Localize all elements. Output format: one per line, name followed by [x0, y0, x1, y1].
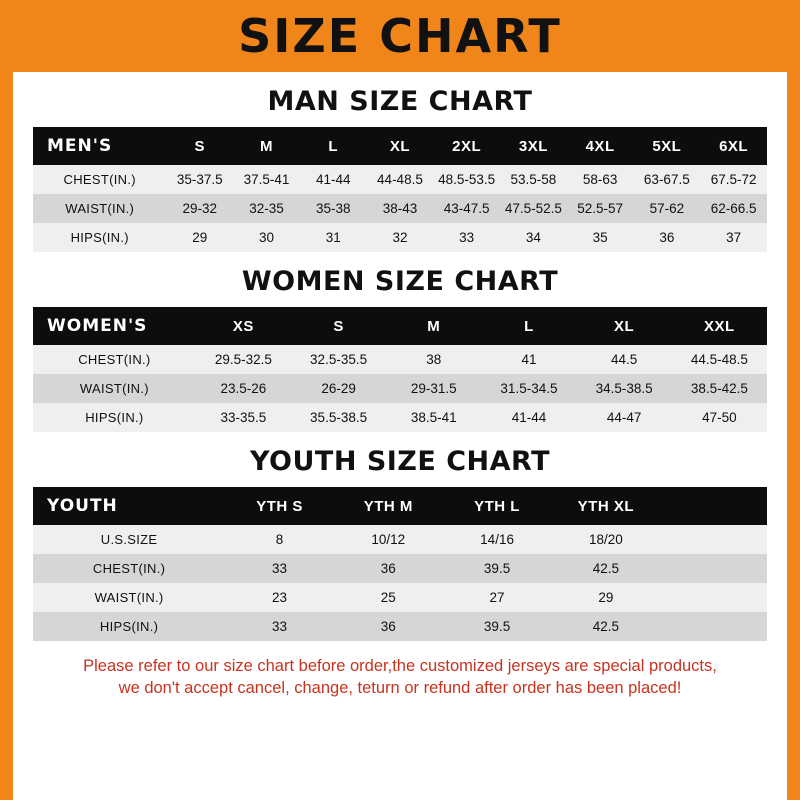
cell-spacer: [660, 583, 767, 612]
table-row: [33, 403, 767, 432]
cell: 37: [726, 230, 742, 245]
table-row: [33, 345, 767, 374]
column-header: WOMEN'S: [47, 316, 148, 336]
man-section-title: MAN SIZE CHART: [267, 86, 533, 117]
column-header: M: [427, 317, 441, 335]
table-row: [33, 612, 767, 641]
cell: 35-37.5: [176, 172, 223, 187]
column-header: XXL: [704, 317, 735, 335]
cell: 23.5-26: [220, 381, 267, 396]
cell: 44-47: [606, 410, 642, 425]
cell: 8: [275, 532, 284, 547]
table-row: [33, 374, 767, 403]
cell: 38.5-41: [410, 410, 457, 425]
column-header: YTH M: [363, 497, 413, 515]
cell: 30: [259, 230, 275, 245]
row-label: WAIST(IN.): [79, 381, 149, 396]
column-header: YTH S: [256, 497, 303, 515]
cell: 38-43: [382, 201, 418, 216]
cell: 57-62: [649, 201, 685, 216]
cell: 39.5: [483, 619, 511, 634]
table-row: [33, 194, 767, 223]
footer-note-line-1: Please refer to our size chart before order,the customized jerseys are special products,: [83, 657, 717, 675]
column-header: M: [260, 137, 274, 155]
content-area: [13, 86, 787, 700]
cell: 29-32: [182, 201, 218, 216]
cell: 27: [489, 590, 505, 605]
cell: 38: [426, 352, 442, 367]
cell: 33: [459, 230, 475, 245]
cell: 33: [272, 619, 288, 634]
column-header: 6XL: [719, 137, 749, 155]
row-label: U.S.SIZE: [100, 532, 158, 547]
cell: 31: [325, 230, 341, 245]
cell: 41-44: [511, 410, 547, 425]
cell: 29.5-32.5: [214, 352, 272, 367]
cell: 18/20: [588, 532, 623, 547]
cell: 25: [380, 590, 396, 605]
cell: 41-44: [315, 172, 351, 187]
cell: 58-63: [582, 172, 618, 187]
cell: 47.5-52.5: [504, 201, 562, 216]
cell: 42.5: [592, 619, 619, 634]
cell: 32: [392, 230, 408, 245]
row-label: HIPS(IN.): [99, 619, 159, 634]
women-section-title: WOMEN SIZE CHART: [241, 266, 559, 297]
column-header: YTH L: [474, 497, 520, 515]
column-header: YTH XL: [577, 497, 635, 515]
cell: 33: [272, 561, 288, 576]
youth-section-title: YOUTH SIZE CHART: [249, 446, 551, 477]
cell: 44-48.5: [377, 172, 423, 187]
cell: 67.5-72: [710, 172, 757, 187]
table-header-row: [33, 307, 767, 345]
column-header: L: [524, 317, 534, 335]
column-header: XS: [232, 317, 254, 335]
cell: 35.5-38.5: [310, 410, 368, 425]
cell: 32.5-35.5: [310, 352, 368, 367]
cell-spacer: [660, 612, 767, 641]
row-label: CHEST(IN.): [63, 172, 136, 187]
row-label: HIPS(IN.): [70, 230, 129, 245]
cell: 10/12: [371, 532, 406, 547]
cell: 36: [380, 619, 396, 634]
cell: 38.5-42.5: [690, 381, 748, 396]
footer-note-line-2: we don't accept cancel, change, teturn or refund after order has been placed!: [118, 679, 682, 698]
cell: 39.5: [483, 561, 511, 576]
cell: 35-38: [315, 201, 351, 216]
column-header: XL: [389, 137, 411, 155]
cell: 36: [380, 561, 396, 576]
table-row: [33, 583, 767, 612]
column-header: YOUTH: [47, 496, 118, 516]
cell: 23: [272, 590, 288, 605]
page-banner: [0, 0, 800, 72]
cell: 47-50: [702, 410, 737, 425]
cell: 32-35: [249, 201, 284, 216]
row-label: HIPS(IN.): [85, 410, 144, 425]
cell-spacer: [660, 525, 767, 554]
cell: 42.5: [592, 561, 619, 576]
cell: 34: [525, 230, 541, 245]
column-header: 2XL: [452, 137, 482, 155]
row-label: WAIST(IN.): [65, 201, 135, 216]
cell: 29: [598, 590, 614, 605]
table-row: [33, 525, 767, 554]
cell: 43-47.5: [443, 201, 490, 216]
column-header: S: [194, 137, 206, 155]
cell-spacer: [660, 554, 767, 583]
column-header: 5XL: [652, 137, 682, 155]
women-size-chart: [33, 307, 767, 432]
column-header: S: [333, 317, 344, 335]
column-header: 4XL: [585, 137, 615, 155]
page-title: SIZE CHART: [238, 9, 562, 63]
cell: 26-29: [321, 381, 356, 396]
cell: 35: [592, 230, 608, 245]
cell: 14/16: [480, 532, 514, 547]
cell: 48.5-53.5: [438, 172, 496, 187]
cell: 31.5-34.5: [500, 381, 558, 396]
cell: 37.5-41: [243, 172, 290, 187]
table-row: [33, 165, 767, 194]
footer-note: [33, 655, 767, 700]
cell: 29: [192, 230, 208, 245]
cell: 34.5-38.5: [595, 381, 653, 396]
youth-size-chart: [33, 487, 767, 641]
table-header-row: [33, 487, 767, 525]
cell: 44.5-48.5: [690, 352, 748, 367]
cell: 44.5: [611, 352, 638, 367]
man-size-chart: [33, 127, 767, 252]
table-row: [33, 554, 767, 583]
row-label: CHEST(IN.): [92, 561, 166, 576]
column-header: L: [328, 137, 339, 155]
cell: 63-67.5: [643, 172, 690, 187]
cell: 36: [659, 230, 675, 245]
column-header: 3XL: [518, 137, 548, 155]
column-header: MEN'S: [47, 136, 113, 156]
column-header-spacer: [660, 487, 767, 525]
cell: 29-31.5: [410, 381, 457, 396]
cell: 52.5-57: [577, 201, 623, 216]
cell: 53.5-58: [510, 172, 557, 187]
table-header-row: [33, 127, 767, 165]
cell: 62-66.5: [710, 201, 757, 216]
cell: 33-35.5: [220, 410, 267, 425]
column-header: XL: [614, 317, 635, 335]
table-row: [33, 223, 767, 252]
row-label: WAIST(IN.): [94, 590, 164, 605]
cell: 41: [521, 352, 537, 367]
row-label: CHEST(IN.): [78, 352, 151, 367]
